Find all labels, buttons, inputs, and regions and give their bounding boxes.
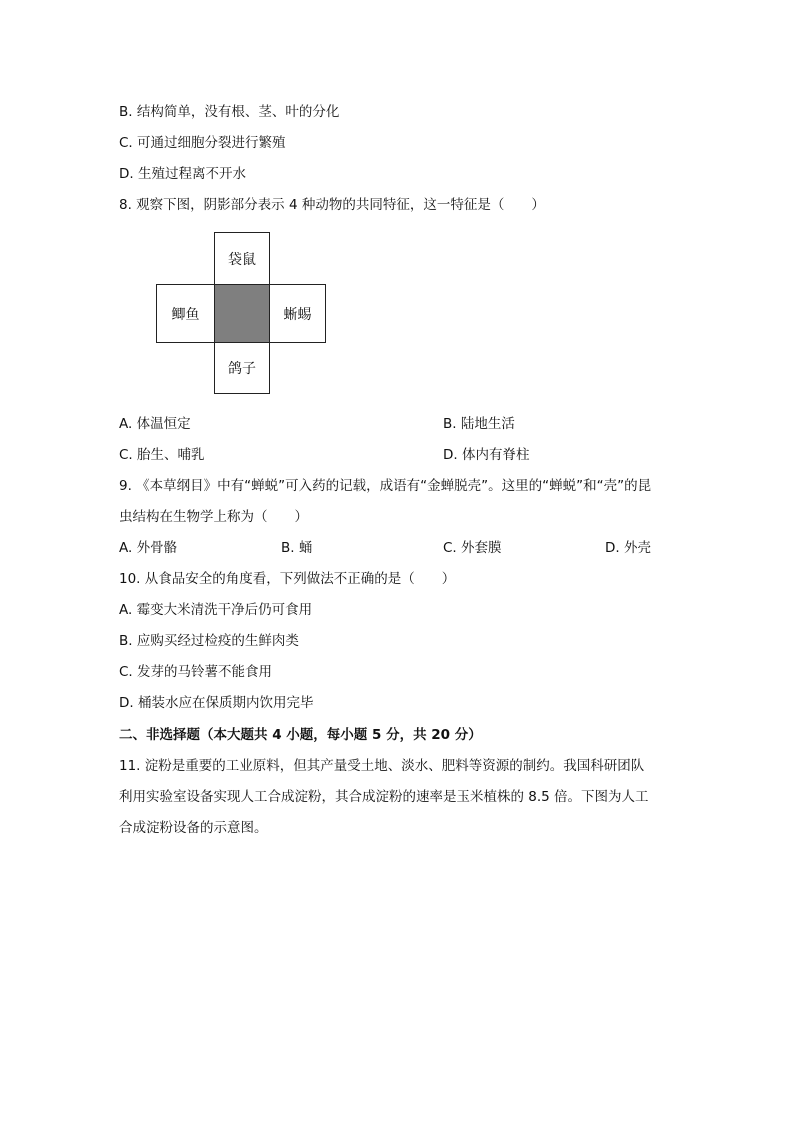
q8-option-a: A. 体温恒定 — [119, 416, 191, 432]
q10-option-c: C. 发芽的马铃薯不能食用 — [119, 664, 273, 680]
q9-stem-line2: 虫结构在生物学上称为（ ） — [119, 509, 308, 525]
q10-stem: 10. 从食品安全的角度看，下列做法不正确的是（ ） — [119, 571, 456, 587]
q11-line3: 合成淀粉设备的示意图。 — [119, 820, 268, 836]
q9-option-c: C. 外套膜 — [443, 540, 502, 556]
diagram-cell-bottom: 鸽子 — [214, 342, 270, 394]
q9-option-b: B. 蛹 — [281, 540, 313, 556]
diagram-cell-right: 蜥蜴 — [269, 284, 326, 343]
q7-option-b: B. 结构简单，没有根、茎、叶的分化 — [119, 104, 340, 120]
q10-option-d: D. 桶装水应在保质期内饮用完毕 — [119, 695, 314, 711]
q10-option-b: B. 应购买经过检疫的生鲜肉类 — [119, 633, 299, 649]
q9-option-d: D. 外壳 — [605, 540, 651, 556]
q7-option-d: D. 生殖过程离不开水 — [119, 166, 246, 182]
q11-line1: 11. 淀粉是重要的工业原料，但其产量受土地、淡水、肥料等资源的制约。我国科研团队 — [119, 758, 645, 774]
q8-option-c: C. 胎生、哺乳 — [119, 447, 205, 463]
q9-option-a: A. 外骨骼 — [119, 540, 178, 556]
q8-option-b: B. 陆地生活 — [443, 416, 515, 432]
q10-option-a: A. 霉变大米清洗干净后仍可食用 — [119, 602, 313, 618]
diagram-shaded-center — [214, 284, 270, 343]
section-2-heading: 二、非选择题（本大题共 4 小题，每小题 5 分，共 20 分） — [119, 727, 482, 743]
diagram-cell-top: 袋鼠 — [214, 232, 270, 285]
q8-option-d: D. 体内有脊柱 — [443, 447, 530, 463]
animal-cross-diagram — [156, 232, 326, 394]
q9-stem-line1: 9. 《本草纲目》中有“蝉蜕”可入药的记载，成语有“金蝉脱壳”。这里的“蝉蜕”和“壳”的昆 — [119, 478, 652, 494]
q7-option-c: C. 可通过细胞分裂进行繁殖 — [119, 135, 286, 151]
q11-line2: 利用实验室设备实现人工合成淀粉，其合成淀粉的速率是玉米植株的 8.5 倍。下图为人工 — [119, 789, 649, 805]
q8-stem: 8. 观察下图，阴影部分表示 4 种动物的共同特征，这一特征是（ ） — [119, 197, 545, 213]
diagram-cell-left: 鲫鱼 — [156, 284, 215, 343]
